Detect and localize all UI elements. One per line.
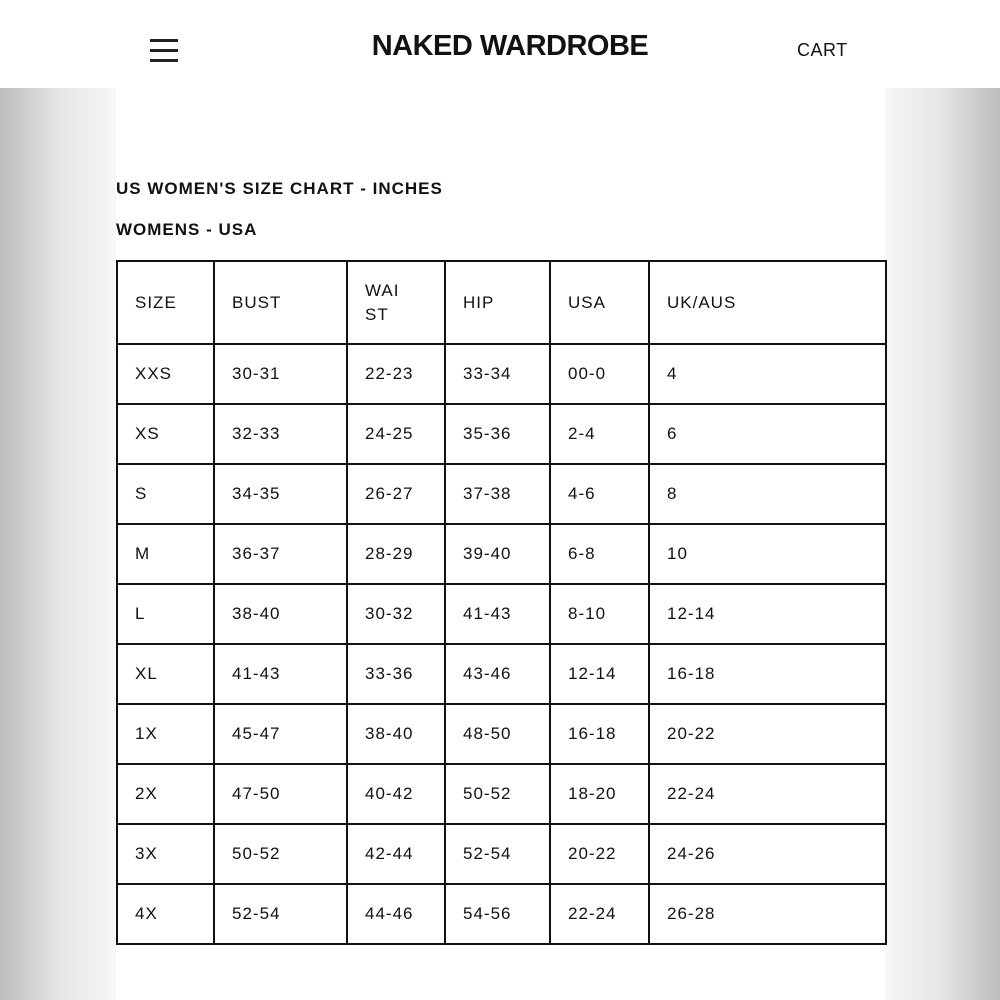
cell-bust: 52-54 [214, 884, 347, 944]
cell-hip: 52-54 [445, 824, 550, 884]
cell-bust: 30-31 [214, 344, 347, 404]
table-row [117, 704, 886, 764]
column-header-waist [347, 261, 445, 344]
cell-usa: 16-18 [550, 704, 649, 764]
cell-usa: 20-22 [550, 824, 649, 884]
cell-bust: 34-35 [214, 464, 347, 524]
cell-hip: 54-56 [445, 884, 550, 944]
table-row [117, 584, 886, 644]
hamburger-menu-icon[interactable] [150, 37, 180, 65]
cell-hip: 39-40 [445, 524, 550, 584]
cell-bust: 47-50 [214, 764, 347, 824]
cell-usa: 22-24 [550, 884, 649, 944]
cell-size: XL [117, 644, 214, 704]
section-subtitle: WOMENS - USA [116, 220, 258, 239]
cell-hip: 33-34 [445, 344, 550, 404]
column-header-usa: USA [550, 261, 649, 344]
table-row [117, 644, 886, 704]
cell-hip: 43-46 [445, 644, 550, 704]
cell-uk-aus: 26-28 [649, 884, 886, 944]
cell-size: 3X [117, 824, 214, 884]
cell-waist: 30-32 [347, 584, 445, 644]
cell-hip: 41-43 [445, 584, 550, 644]
cell-usa: 8-10 [550, 584, 649, 644]
cell-waist: 28-29 [347, 524, 445, 584]
column-header-waist-label: WAIST [365, 280, 400, 324]
cell-uk-aus: 6 [649, 404, 886, 464]
table-row [117, 764, 886, 824]
brand-logo[interactable]: NAKED WARDROBE [371, 30, 649, 62]
column-header-size: SIZE [117, 261, 214, 344]
top-bar [0, 0, 1000, 88]
cell-uk-aus: 12-14 [649, 584, 886, 644]
cell-usa: 00-0 [550, 344, 649, 404]
table-header-row [117, 261, 886, 344]
cell-bust: 50-52 [214, 824, 347, 884]
cell-hip: 37-38 [445, 464, 550, 524]
cell-size: 2X [117, 764, 214, 824]
cell-waist: 40-42 [347, 764, 445, 824]
cell-hip: 35-36 [445, 404, 550, 464]
column-header-uk-aus: UK/AUS [649, 261, 886, 344]
cell-uk-aus: 16-18 [649, 644, 886, 704]
cell-waist: 26-27 [347, 464, 445, 524]
cell-usa: 4-6 [550, 464, 649, 524]
cell-hip: 50-52 [445, 764, 550, 824]
column-header-hip: HIP [445, 261, 550, 344]
cell-uk-aus: 24-26 [649, 824, 886, 884]
cell-uk-aus: 22-24 [649, 764, 886, 824]
cell-usa: 6-8 [550, 524, 649, 584]
cell-usa: 2-4 [550, 404, 649, 464]
table-row [117, 824, 886, 884]
table-row [117, 884, 886, 944]
cell-waist: 38-40 [347, 704, 445, 764]
table-row [117, 344, 886, 404]
cell-size: 1X [117, 704, 214, 764]
cart-link[interactable]: CART [797, 40, 848, 60]
cell-uk-aus: 20-22 [649, 704, 886, 764]
cell-size: M [117, 524, 214, 584]
cell-size: S [117, 464, 214, 524]
size-chart-table [116, 260, 887, 945]
cell-usa: 12-14 [550, 644, 649, 704]
cell-waist: 22-23 [347, 344, 445, 404]
cell-bust: 36-37 [214, 524, 347, 584]
cell-size: XXS [117, 344, 214, 404]
table-row [117, 404, 886, 464]
cell-bust: 38-40 [214, 584, 347, 644]
cell-uk-aus: 10 [649, 524, 886, 584]
table-row [117, 524, 886, 584]
page-title: US WOMEN'S SIZE CHART - INCHES [116, 179, 443, 198]
cell-uk-aus: 8 [649, 464, 886, 524]
cell-uk-aus: 4 [649, 344, 886, 404]
cell-waist: 42-44 [347, 824, 445, 884]
table-row [117, 464, 886, 524]
cell-waist: 24-25 [347, 404, 445, 464]
cell-size: L [117, 584, 214, 644]
cell-hip: 48-50 [445, 704, 550, 764]
cell-size: 4X [117, 884, 214, 944]
cell-bust: 41-43 [214, 644, 347, 704]
cell-usa: 18-20 [550, 764, 649, 824]
cell-waist: 33-36 [347, 644, 445, 704]
cell-size: XS [117, 404, 214, 464]
column-header-bust: BUST [214, 261, 347, 344]
cell-bust: 32-33 [214, 404, 347, 464]
cell-bust: 45-47 [214, 704, 347, 764]
cell-waist: 44-46 [347, 884, 445, 944]
